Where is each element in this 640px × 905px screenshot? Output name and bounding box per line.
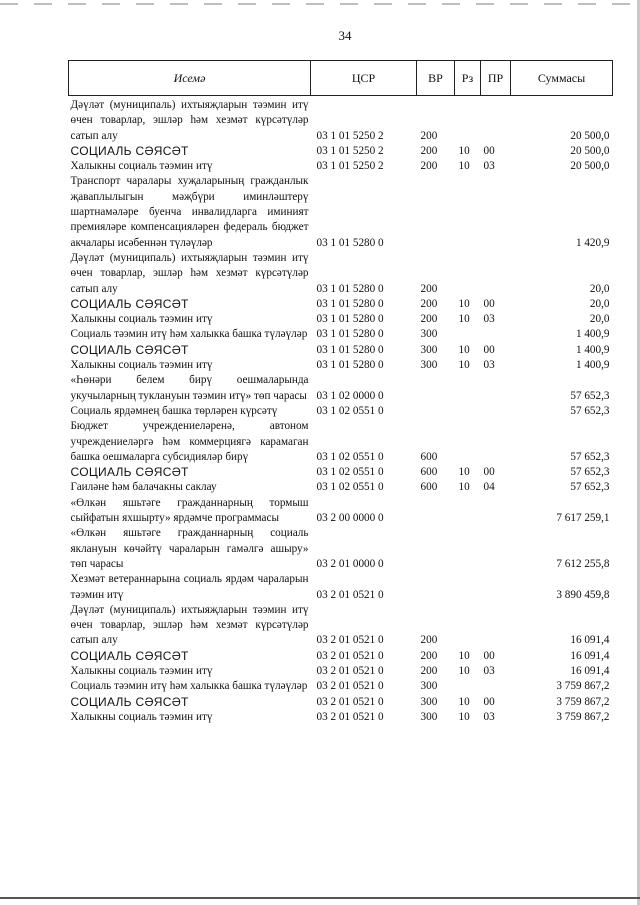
cell-csr: 03 1 02 0551 0 <box>316 466 384 479</box>
cell-rz <box>455 572 481 603</box>
table-row <box>69 603 613 649</box>
cell-name: Дәүләт (муниципаль) ихтыяҗларын тәэмин итү өчен товарлар, эшләр һәм хезмәт күрсәтүләр сатып алу <box>70 603 309 647</box>
cell-pr <box>481 526 511 572</box>
cell-name: СОЦИАЛЬ СӘЯСӘТ <box>70 648 189 663</box>
cell-rz <box>455 251 481 297</box>
table-row <box>69 373 613 404</box>
header-rz: Рз <box>455 61 481 96</box>
cell-sum: 20 500,0 <box>570 160 610 173</box>
cell-csr: 03 2 01 0521 0 <box>316 680 384 693</box>
cell-pr: 03 <box>483 160 495 173</box>
cell-pr: 03 <box>483 313 495 326</box>
cell-pr <box>481 327 511 342</box>
cell-name: СОЦИАЛЬ СӘЯСӘТ <box>70 465 189 480</box>
cell-vr: 300 <box>420 695 438 708</box>
cell-csr: 03 1 01 5280 0 <box>316 236 384 249</box>
table-row <box>69 496 613 527</box>
cell-sum: 20,0 <box>589 282 610 295</box>
cell-name: Халыкны социаль тәэмин итү <box>70 710 213 723</box>
cell-vr: 200 <box>420 160 438 173</box>
cell-rz: 10 <box>458 664 470 677</box>
cell-csr: 03 2 01 0521 0 <box>316 695 384 708</box>
cell-csr: 03 2 01 0521 0 <box>316 634 384 647</box>
cell-rz <box>455 373 481 404</box>
cell-name: Дәүләт (муниципаль) ихтыяҗларын тәэмин итү өчен товарлар, эшләр һәм хезмәт күрсәтүләр сатып алу <box>70 251 309 295</box>
cell-csr: 03 2 01 0521 0 <box>316 588 384 601</box>
cell-vr: 300 <box>420 680 438 693</box>
cell-name: Социаль ярдәмнең башка төрләрен күрсәтү <box>70 404 278 417</box>
table-row <box>69 159 613 174</box>
budget-table <box>68 60 613 725</box>
cell-csr: 03 1 01 5280 0 <box>316 328 384 341</box>
cell-rz: 10 <box>458 313 470 326</box>
cell-rz: 10 <box>458 359 470 372</box>
cell-sum: 57 652,3 <box>570 389 610 402</box>
table-row <box>69 404 613 419</box>
cell-sum: 20,0 <box>589 297 610 310</box>
cell-rz <box>455 327 481 342</box>
table-row <box>69 358 613 373</box>
cell-csr: 03 1 02 0551 0 <box>316 404 384 417</box>
cell-rz: 10 <box>458 481 470 494</box>
cell-sum: 1 400,9 <box>575 343 610 356</box>
cell-name: СОЦИАЛЬ СӘЯСӘТ <box>70 296 189 311</box>
cell-vr: 300 <box>420 328 438 341</box>
cell-pr: 00 <box>483 297 495 310</box>
cell-name: Хезмәт ветераннарына социаль ярдәм чараларын тәэмин итү <box>70 573 309 601</box>
table-row <box>69 96 613 144</box>
cell-rz: 10 <box>458 649 470 662</box>
cell-vr: 300 <box>420 343 438 356</box>
cell-rz <box>455 679 481 694</box>
cell-sum: 7 617 259,1 <box>556 512 610 525</box>
cell-vr: 600 <box>420 481 438 494</box>
table-row <box>69 695 613 710</box>
header-name: Исемә <box>69 61 311 96</box>
cell-csr: 03 1 01 5280 0 <box>316 343 384 356</box>
cell-pr <box>481 496 511 527</box>
cell-name: СОЦИАЛЬ СӘЯСӘТ <box>70 342 189 357</box>
scan-edge-bottom <box>0 897 640 899</box>
cell-vr: 600 <box>420 466 438 479</box>
cell-pr: 00 <box>483 144 495 157</box>
cell-csr: 03 2 00 0000 0 <box>316 512 384 525</box>
table-body <box>69 96 613 726</box>
cell-pr <box>481 572 511 603</box>
cell-pr: 00 <box>483 695 495 708</box>
table-row <box>69 144 613 159</box>
cell-vr <box>417 496 455 527</box>
cell-csr: 03 1 02 0551 0 <box>316 450 384 463</box>
cell-rz <box>455 603 481 649</box>
cell-csr: 03 2 01 0521 0 <box>316 710 384 723</box>
cell-sum: 57 652,3 <box>570 404 610 417</box>
cell-pr <box>481 679 511 694</box>
cell-csr: 03 1 01 5280 0 <box>316 297 384 310</box>
cell-pr <box>481 419 511 465</box>
cell-csr: 03 1 01 5250 2 <box>316 129 384 142</box>
cell-rz: 10 <box>458 710 470 723</box>
table-row <box>69 679 613 694</box>
cell-sum: 57 652,3 <box>570 466 610 479</box>
cell-pr <box>481 96 511 144</box>
cell-sum: 57 652,3 <box>570 450 610 463</box>
cell-vr <box>417 174 455 250</box>
table-row <box>69 297 613 312</box>
cell-name: СОЦИАЛЬ СӘЯСӘТ <box>70 143 189 158</box>
cell-pr: 03 <box>483 664 495 677</box>
cell-vr: 300 <box>420 359 438 372</box>
cell-rz: 10 <box>458 695 470 708</box>
cell-name: «Һөнәри белем бирү оешмаларында укучыларның туклануын тәэмин итү» төп чарасы <box>70 374 309 402</box>
cell-rz <box>455 96 481 144</box>
cell-vr <box>417 526 455 572</box>
table-row <box>69 251 613 297</box>
cell-csr: 03 1 01 5280 0 <box>316 282 384 295</box>
cell-rz <box>455 174 481 250</box>
table-row <box>69 465 613 480</box>
cell-pr <box>481 404 511 419</box>
cell-vr <box>417 572 455 603</box>
cell-rz <box>455 404 481 419</box>
cell-vr: 200 <box>420 313 438 326</box>
cell-sum: 57 652,3 <box>570 481 610 494</box>
scan-edge-top <box>0 3 640 5</box>
cell-sum: 20,0 <box>589 313 610 326</box>
cell-csr: 03 2 01 0000 0 <box>316 557 384 570</box>
cell-rz: 10 <box>458 466 470 479</box>
cell-name: Дәүләт (муниципаль) ихтыяҗларын тәэмин итү өчен товарлар, эшләр һәм хезмәт күрсәтүләр сатып алу <box>70 99 309 142</box>
cell-pr: 04 <box>483 481 495 494</box>
cell-name: Транспорт чаралары хуҗаларының гражданлык җаваплылыгын мәҗбүри иминләштерү шартнамәләре буенча инвалидларга иминият премияләре компенсацияләрен федераль бюджет акчалары исәбеннән түләүләр <box>70 175 309 249</box>
cell-name: Социаль тәэмин итү һәм халыкка башка түләүләр <box>70 328 308 341</box>
cell-name: Халыкны социаль тәэмин итү <box>70 359 213 372</box>
table-row <box>69 419 613 465</box>
cell-sum: 16 091,4 <box>570 634 610 647</box>
table-row <box>69 174 613 250</box>
cell-csr: 03 1 01 5250 2 <box>316 144 384 157</box>
table-row <box>69 664 613 679</box>
cell-sum: 3 890 459,8 <box>556 588 610 601</box>
cell-name: Бюджет учреждениеләренә, автоном учреждениеләргә һәм коммерциягә карамаган башка оешмаларга субсидияләр бирү <box>70 420 309 463</box>
header-vr: ВР <box>417 61 455 96</box>
cell-sum: 20 500,0 <box>570 129 610 142</box>
cell-name: «Өлкән яшьтәге гражданнарның социаль яклануын көчәйтү чараларын гамәлгә ашыру» төп чарасы <box>70 527 309 570</box>
cell-vr: 200 <box>420 282 438 295</box>
cell-vr: 600 <box>420 450 438 463</box>
cell-rz: 10 <box>458 144 470 157</box>
cell-pr <box>481 373 511 404</box>
table-row <box>69 710 613 725</box>
cell-name: Халыкны социаль тәэмин итү <box>70 664 213 677</box>
cell-pr <box>481 603 511 649</box>
cell-pr <box>481 251 511 297</box>
cell-csr: 03 1 01 5280 0 <box>316 359 384 372</box>
cell-pr: 00 <box>483 649 495 662</box>
cell-pr: 00 <box>483 343 495 356</box>
cell-sum: 20 500,0 <box>570 144 610 157</box>
cell-csr: 03 2 01 0521 0 <box>316 649 384 662</box>
table-row <box>69 572 613 603</box>
page-number: 34 <box>338 28 352 43</box>
cell-vr: 200 <box>420 129 438 142</box>
cell-vr <box>417 404 455 419</box>
cell-pr <box>481 174 511 250</box>
cell-name: «Өлкән яшьтәге гражданнарның тормыш сыйфатын яхшырту» ярдәмче программасы <box>70 496 309 525</box>
table-row <box>69 649 613 664</box>
cell-name: Социаль тәэмин итү һәм халыкка башка түләүләр <box>70 680 308 693</box>
cell-vr <box>417 373 455 404</box>
table-row <box>69 480 613 495</box>
table-row <box>69 327 613 342</box>
cell-csr: 03 2 01 0521 0 <box>316 664 384 677</box>
cell-sum: 16 091,4 <box>570 664 610 677</box>
cell-rz <box>455 419 481 465</box>
header-sum: Суммасы <box>511 61 613 96</box>
cell-vr: 300 <box>420 710 438 723</box>
cell-rz: 10 <box>458 343 470 356</box>
cell-csr: 03 1 02 0551 0 <box>316 481 384 494</box>
cell-name: Халыкны социаль тәэмин итү <box>70 313 213 326</box>
table-row <box>69 312 613 327</box>
cell-rz: 10 <box>458 297 470 310</box>
cell-vr: 200 <box>420 634 438 647</box>
cell-vr: 200 <box>420 297 438 310</box>
cell-sum: 3 759 867,2 <box>556 695 610 708</box>
cell-vr: 200 <box>420 144 438 157</box>
cell-sum: 1 420,9 <box>575 236 610 249</box>
cell-rz <box>455 526 481 572</box>
cell-sum: 3 759 867,2 <box>556 710 610 723</box>
header-csr: ЦСР <box>311 61 417 96</box>
cell-pr: 03 <box>483 710 495 723</box>
cell-csr: 03 1 02 0000 0 <box>316 389 384 402</box>
cell-sum: 1 400,9 <box>575 328 610 341</box>
cell-name: Гаиләне һәм балачакны саклау <box>70 481 217 494</box>
table-row <box>69 343 613 358</box>
cell-rz <box>455 496 481 527</box>
cell-sum: 1 400,9 <box>575 359 610 372</box>
cell-name: Халыкны социаль тәэмин итү <box>70 160 213 173</box>
table-header <box>69 61 613 96</box>
cell-csr: 03 1 01 5250 2 <box>316 160 384 173</box>
table-row <box>69 526 613 572</box>
cell-vr: 200 <box>420 664 438 677</box>
cell-vr: 200 <box>420 649 438 662</box>
cell-name: СОЦИАЛЬ СӘЯСӘТ <box>70 694 189 709</box>
cell-pr: 00 <box>483 466 495 479</box>
cell-csr: 03 1 01 5280 0 <box>316 313 384 326</box>
cell-sum: 3 759 867,2 <box>556 680 610 693</box>
cell-rz: 10 <box>458 160 470 173</box>
cell-pr: 03 <box>483 359 495 372</box>
header-pr: ПР <box>481 61 511 96</box>
cell-sum: 16 091,4 <box>570 649 610 662</box>
cell-sum: 7 612 255,8 <box>556 557 610 570</box>
